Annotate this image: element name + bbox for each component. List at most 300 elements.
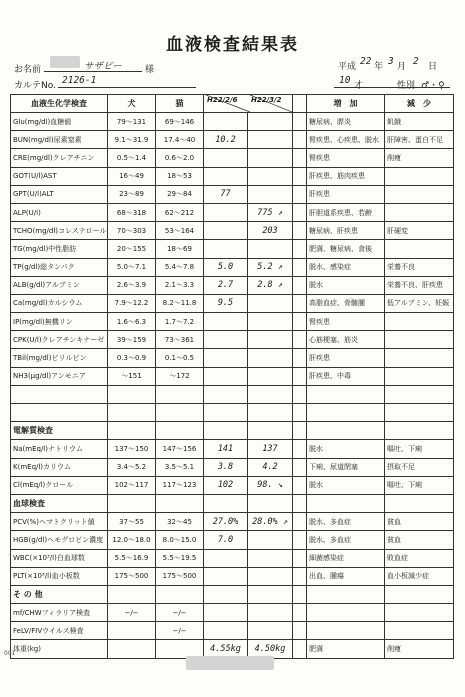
decrease-cause: 肝硬変 (385, 222, 454, 240)
header-date1: H22/2/6 (207, 96, 238, 104)
spacer-cell (293, 513, 307, 531)
blank-row (11, 404, 454, 422)
cat-range: −/− (156, 622, 204, 640)
empty-cell (385, 404, 454, 422)
result-date2: 4.50kg (248, 640, 293, 658)
spacer-cell (293, 640, 307, 658)
dog-range: −/− (108, 604, 156, 622)
decrease-cause (385, 367, 454, 385)
result-date2 (248, 622, 293, 640)
header-biochem: 血液生化学検査 (11, 95, 108, 113)
decrease-cause: 低アルブミン、妊娠 (385, 294, 454, 312)
empty-cell (293, 585, 307, 603)
test-name: WBC(×10³/l)白血球数 (11, 549, 108, 567)
test-name: BUN(mg/dl)尿素窒素 (11, 131, 108, 149)
result-date2: 5.2 ↗ (248, 258, 293, 276)
spacer-cell (293, 567, 307, 585)
increase-cause: 細菌感染症 (307, 549, 385, 567)
name-label: お名前 (14, 65, 42, 75)
dog-range: 9.1〜31.9 (108, 131, 156, 149)
increase-cause: 糖尿病、膵炎 (307, 113, 385, 131)
cat-range: 5.4〜7.8 (156, 258, 204, 276)
decrease-cause: 貧血 (385, 513, 454, 531)
table-row (11, 185, 454, 203)
test-name: Glu(mg/dl)血糖値 (11, 113, 108, 131)
section-electrolytes-row (11, 422, 454, 440)
result-date2 (248, 604, 293, 622)
spacer-cell (293, 331, 307, 349)
table-row (11, 458, 454, 476)
result-date1 (204, 113, 248, 131)
dog-range: 137〜150 (108, 440, 156, 458)
header-dates (204, 95, 293, 113)
table-row (11, 440, 454, 458)
result-date1: 77 (204, 185, 248, 203)
spacer-cell (293, 549, 307, 567)
cat-range: 69〜146 (156, 113, 204, 131)
result-date1: 102 (204, 476, 248, 494)
decrease-cause: 肝障害、蛋白不足 (385, 131, 454, 149)
result-date2 (248, 367, 293, 385)
empty-cell (204, 585, 248, 603)
result-date1: 2.7 (204, 276, 248, 294)
dog-range: 2.6〜3.9 (108, 276, 156, 294)
increase-cause: 肝胆道系疾患、若齢 (307, 203, 385, 221)
increase-cause: 肝疾患 (307, 185, 385, 203)
result-date1: 4.55kg (204, 640, 248, 658)
cat-range: −/− (156, 604, 204, 622)
cat-range: 175〜500 (156, 567, 204, 585)
table-row (11, 531, 454, 549)
cat-range: 2.1〜3.3 (156, 276, 204, 294)
header-increase: 増 加 (307, 95, 385, 113)
cat-range: 117〜123 (156, 476, 204, 494)
test-name: CPK(U/l)クレアチンキナーゼ (11, 331, 108, 349)
result-date2: 203 (248, 222, 293, 240)
test-name: GPT(U/l)ALT (11, 185, 108, 203)
table-row (11, 604, 454, 622)
result-date1 (204, 567, 248, 585)
increase-cause: 肝疾患 (307, 349, 385, 367)
empty-cell (204, 422, 248, 440)
decrease-cause (385, 167, 454, 185)
test-name: IP(mg/dl)無機リン (11, 313, 108, 331)
chart-number: 2126-1 (62, 75, 97, 86)
spacer-cell (293, 531, 307, 549)
empty-cell (385, 422, 454, 440)
empty-cell (156, 494, 204, 512)
result-date2: 28.0% ↗ (248, 513, 293, 531)
decrease-cause: 敗血症 (385, 549, 454, 567)
dog-range (108, 640, 156, 658)
dog-range: 3.4〜5.2 (108, 458, 156, 476)
result-date1: 3.8 (204, 458, 248, 476)
test-name: 体重(kg) (11, 640, 108, 658)
increase-cause: 肝疾患、中毒 (307, 367, 385, 385)
table-header-row (11, 95, 454, 113)
sex-label: 性別 (397, 81, 416, 91)
result-date1 (204, 167, 248, 185)
dog-range: 70〜303 (108, 222, 156, 240)
table-row (11, 367, 454, 385)
test-name: PLT(×10³/l)血小板数 (11, 567, 108, 585)
table-row (11, 622, 454, 640)
blank-row (11, 385, 454, 403)
empty-cell (204, 385, 248, 403)
table-row (11, 476, 454, 494)
table-row (11, 131, 454, 149)
header-date2: H22/3/2 (251, 96, 282, 104)
patient-name: サザビー (84, 61, 122, 72)
empty-cell (156, 404, 204, 422)
dog-range: 175〜500 (108, 567, 156, 585)
decrease-cause (385, 185, 454, 203)
spacer-cell (293, 149, 307, 167)
section-blood-row (11, 494, 454, 512)
increase-cause: 脱水 (307, 440, 385, 458)
spacer-cell (293, 294, 307, 312)
dog-range: 37〜55 (108, 513, 156, 531)
date-year: 22 (360, 56, 372, 67)
table-row (11, 203, 454, 221)
dog-range: 〜151 (108, 367, 156, 385)
date-day: 2 (413, 56, 419, 67)
empty-cell (108, 422, 156, 440)
result-date1 (204, 349, 248, 367)
table-row (11, 294, 454, 312)
dog-range: 7.9〜12.2 (108, 294, 156, 312)
spacer-cell (293, 604, 307, 622)
test-name: NH3(μg/dl)アンモニア (11, 367, 108, 385)
result-date1: 7.0 (204, 531, 248, 549)
date-day-unit: 日 (428, 62, 438, 72)
chart-underline (58, 87, 196, 88)
empty-cell (248, 404, 293, 422)
result-date2 (248, 149, 293, 167)
spacer-cell (293, 240, 307, 258)
result-date2: 775 ↗ (248, 203, 293, 221)
result-date1 (204, 313, 248, 331)
increase-cause: 腎疾患、心疾患、脱水 (307, 131, 385, 149)
test-name: PCV(%)ヘマトクリット値 (11, 513, 108, 531)
table-row (11, 240, 454, 258)
empty-cell (108, 494, 156, 512)
increase-cause: 腎疾患 (307, 313, 385, 331)
decrease-cause: 飢餓 (385, 113, 454, 131)
date-era: 平成 (338, 62, 357, 72)
chart-label: カルテNo. (14, 81, 56, 91)
age-value: 10 (339, 75, 351, 86)
result-date2 (248, 331, 293, 349)
increase-cause: 糖尿病、肝疾患 (307, 222, 385, 240)
decrease-cause: 摂取不足 (385, 458, 454, 476)
result-date1 (204, 149, 248, 167)
spacer-cell (293, 458, 307, 476)
test-name: Na(mEq/l)ナトリウム (11, 440, 108, 458)
result-date2 (248, 313, 293, 331)
section-electrolytes: 電解質検査 (11, 422, 108, 440)
test-name: Ca(mg/dl)カルシウム (11, 294, 108, 312)
section-blood: 血球検査 (11, 494, 108, 512)
decrease-cause: 嘔吐、下痢 (385, 476, 454, 494)
section-other: そ の 他 (11, 585, 108, 603)
empty-cell (204, 494, 248, 512)
increase-cause: 脱水、多血症 (307, 513, 385, 531)
cat-range: 18〜69 (156, 240, 204, 258)
increase-cause (307, 622, 385, 640)
header-cat: 猫 (156, 95, 204, 113)
decrease-cause: 嘔吐、下痢 (385, 440, 454, 458)
cat-range: 8.0〜15.0 (156, 531, 204, 549)
empty-cell (293, 494, 307, 512)
dog-range: 5.5〜16.9 (108, 549, 156, 567)
table-row (11, 331, 454, 349)
increase-cause: 出血、腫瘍 (307, 567, 385, 585)
result-date1 (204, 331, 248, 349)
result-date1 (204, 549, 248, 567)
cat-range: 29〜84 (156, 185, 204, 203)
empty-cell (156, 585, 204, 603)
cat-range: 8.2〜11.8 (156, 294, 204, 312)
test-name: CRE(mg/dl)クレアチニン (11, 149, 108, 167)
result-date2 (248, 549, 293, 567)
test-name: TCHO(mg/dl)コレステロール (11, 222, 108, 240)
dog-range: 23〜89 (108, 185, 156, 203)
result-date2 (248, 167, 293, 185)
cat-range: 32〜45 (156, 513, 204, 531)
decrease-cause (385, 349, 454, 367)
test-name: TG(mg/dl)中性脂肪 (11, 240, 108, 258)
result-date2: 2.8 ↗ (248, 276, 293, 294)
spacer-cell (293, 222, 307, 240)
empty-cell (307, 385, 385, 403)
test-name: FeLV/FIVウイルス検査 (11, 622, 108, 640)
spacer-cell (293, 258, 307, 276)
empty-cell (248, 494, 293, 512)
decrease-cause (385, 622, 454, 640)
increase-cause: 腎疾患 (307, 149, 385, 167)
result-date2 (248, 113, 293, 131)
result-date1: 9.5 (204, 294, 248, 312)
spacer-cell (293, 113, 307, 131)
table-row (11, 513, 454, 531)
empty-cell (108, 385, 156, 403)
age-sex-underline (334, 87, 450, 88)
table-row (11, 167, 454, 185)
decrease-cause: 血小板減少症 (385, 567, 454, 585)
table-row (11, 276, 454, 294)
test-name: K(mEq/l)カリウム (11, 458, 108, 476)
result-date2 (248, 531, 293, 549)
footer-code: 001 (4, 650, 16, 657)
table-row (11, 149, 454, 167)
date-month-unit: 月 (397, 62, 407, 72)
decrease-cause: 削痩 (385, 640, 454, 658)
result-date2 (248, 349, 293, 367)
increase-cause: 高脂血症、骨髄腫 (307, 294, 385, 312)
empty-cell (204, 404, 248, 422)
spacer-cell (293, 131, 307, 149)
redacted-footer-block (186, 656, 274, 670)
result-date2 (248, 294, 293, 312)
page-title: 血液検査結果表 (166, 35, 299, 55)
empty-cell (248, 385, 293, 403)
table-row (11, 349, 454, 367)
dog-range: 0.5〜1.4 (108, 149, 156, 167)
section-other-row (11, 585, 454, 603)
empty-cell (307, 494, 385, 512)
table-row (11, 549, 454, 567)
test-name: Cl(mEq/l)クロール (11, 476, 108, 494)
cat-range: 1.7〜7.2 (156, 313, 204, 331)
spacer-cell (293, 622, 307, 640)
decrease-cause: 削痩 (385, 149, 454, 167)
decrease-cause (385, 331, 454, 349)
cat-range: 0.6〜2.0 (156, 149, 204, 167)
empty-cell (307, 585, 385, 603)
dog-range: 5.0〜7.1 (108, 258, 156, 276)
increase-cause: 脱水 (307, 476, 385, 494)
table-row (11, 113, 454, 131)
sex-value: ♂・♀ (421, 81, 445, 91)
empty-cell (385, 585, 454, 603)
date-year-unit: 年 (374, 62, 384, 72)
dog-range: 79〜131 (108, 113, 156, 131)
result-date2 (248, 240, 293, 258)
increase-cause: 心筋梗塞、筋炎 (307, 331, 385, 349)
table-row (11, 258, 454, 276)
header-dog: 犬 (108, 95, 156, 113)
test-name: TBil(mg/dl)ビリルビン (11, 349, 108, 367)
result-date1: 27.0% (204, 513, 248, 531)
spacer-cell (293, 167, 307, 185)
empty-cell (156, 422, 204, 440)
cat-range: 17.4〜40 (156, 131, 204, 149)
empty-cell (293, 422, 307, 440)
table-row (11, 567, 454, 585)
redacted-name-block (50, 56, 80, 68)
date-month: 3 (388, 56, 394, 67)
decrease-cause (385, 604, 454, 622)
decrease-cause (385, 313, 454, 331)
empty-cell (248, 422, 293, 440)
dog-range: 20〜155 (108, 240, 156, 258)
dog-range (108, 622, 156, 640)
age-unit: 才 (354, 81, 364, 91)
increase-cause: 下痢、尿道閉塞 (307, 458, 385, 476)
cat-range: 62〜212 (156, 203, 204, 221)
dog-range: 68〜318 (108, 203, 156, 221)
decrease-cause: 栄養不良 (385, 258, 454, 276)
result-date1 (204, 222, 248, 240)
test-name: ALB(g/dl)アルブミン (11, 276, 108, 294)
empty-cell (248, 585, 293, 603)
table-row (11, 222, 454, 240)
result-date2: 98. ↘ (248, 476, 293, 494)
test-name: mf/CHWフィラリア検査 (11, 604, 108, 622)
test-name: HGB(g/dl)ヘモグロビン濃度 (11, 531, 108, 549)
spacer-cell (293, 276, 307, 294)
result-date1 (204, 604, 248, 622)
test-name: TP(g/dl)総タンパク (11, 258, 108, 276)
empty-cell (385, 494, 454, 512)
empty-cell (156, 385, 204, 403)
result-date2: 4.2 (248, 458, 293, 476)
result-date1 (204, 622, 248, 640)
test-name: ALP(U/l) (11, 203, 108, 221)
header-blank (293, 95, 307, 113)
increase-cause: 肥満 (307, 640, 385, 658)
dog-range: 102〜117 (108, 476, 156, 494)
empty-cell (108, 585, 156, 603)
cat-range: 147〜156 (156, 440, 204, 458)
spacer-cell (293, 185, 307, 203)
result-date1: 10.2 (204, 131, 248, 149)
result-date1 (204, 203, 248, 221)
cat-range: 73〜361 (156, 331, 204, 349)
spacer-cell (293, 440, 307, 458)
result-date2 (248, 567, 293, 585)
empty-cell (108, 404, 156, 422)
empty-cell (293, 385, 307, 403)
dog-range: 16〜49 (108, 167, 156, 185)
cat-range: 53〜164 (156, 222, 204, 240)
result-date1: 5.0 (204, 258, 248, 276)
result-date1 (204, 367, 248, 385)
spacer-cell (293, 203, 307, 221)
cat-range: 3.5〜5.1 (156, 458, 204, 476)
increase-cause: 肝疾患、筋肉疾患 (307, 167, 385, 185)
result-date2 (248, 131, 293, 149)
result-date2 (248, 185, 293, 203)
cat-range: 18〜53 (156, 167, 204, 185)
empty-cell (307, 404, 385, 422)
decrease-cause: 栄養不良、肝疾患 (385, 276, 454, 294)
dog-range: 39〜159 (108, 331, 156, 349)
name-underline (44, 71, 142, 72)
decrease-cause (385, 240, 454, 258)
increase-cause: 脱水、感染症 (307, 258, 385, 276)
cat-range: 〜172 (156, 367, 204, 385)
result-date1 (204, 240, 248, 258)
increase-cause: 肥満、糖尿病、食後 (307, 240, 385, 258)
test-name: GOT(U/l)AST (11, 167, 108, 185)
increase-cause: 脱水、多血症 (307, 531, 385, 549)
empty-cell (385, 385, 454, 403)
cat-range: 0.1〜0.5 (156, 349, 204, 367)
cat-range: 5.5〜19.5 (156, 549, 204, 567)
name-suffix: 様 (145, 65, 155, 75)
dog-range: 0.3〜0.9 (108, 349, 156, 367)
decrease-cause: 貧血 (385, 531, 454, 549)
result-date1: 141 (204, 440, 248, 458)
increase-cause: 脱水 (307, 276, 385, 294)
results-table (10, 94, 454, 659)
result-date2: 137 (248, 440, 293, 458)
spacer-cell (293, 313, 307, 331)
spacer-cell (293, 476, 307, 494)
header-decrease: 減 少 (385, 95, 454, 113)
spacer-cell (293, 367, 307, 385)
empty-cell (11, 404, 108, 422)
empty-cell (293, 404, 307, 422)
dog-range: 1.6〜6.3 (108, 313, 156, 331)
dog-range: 12.0〜18.0 (108, 531, 156, 549)
table-row (11, 313, 454, 331)
empty-cell (307, 422, 385, 440)
increase-cause (307, 604, 385, 622)
spacer-cell (293, 349, 307, 367)
